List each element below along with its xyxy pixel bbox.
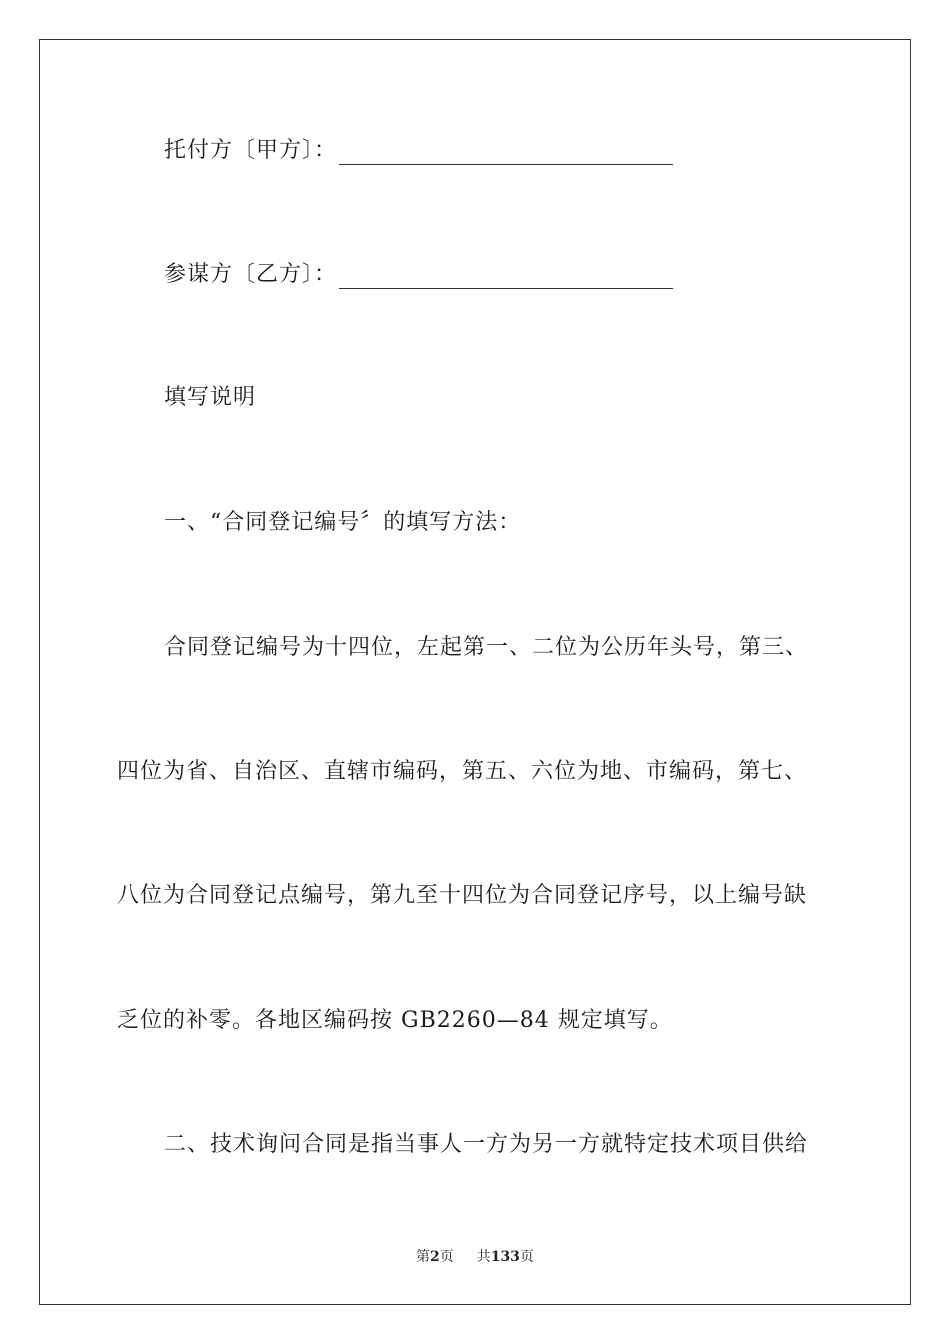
paragraph1-line-1: 合同登记编号为十四位，左起第一、二位为公历年头号，第三、 — [164, 635, 809, 660]
footer-page-prefix: 第 — [416, 1249, 431, 1265]
party-a-blank-field — [339, 144, 673, 165]
party-a-row — [164, 137, 673, 165]
party-b-row — [164, 261, 673, 289]
section-heading: 填写说明 — [164, 385, 257, 410]
footer-page-number: 2 — [430, 1249, 440, 1265]
footer-total-prefix: 共 — [476, 1249, 491, 1265]
party-a-label: 托付方〔甲方〕： — [164, 138, 338, 163]
paragraph1-line-3: 八位为合同登记点编号，第九至十四位为合同登记序号，以上编号缺 — [117, 883, 808, 908]
page-border — [39, 39, 911, 1305]
item1-heading: 一、“合同登记编号〞的填写方法： — [164, 510, 522, 535]
footer-total-pages: 133 — [490, 1249, 520, 1265]
party-b-label: 参谋方〔乙方〕： — [164, 262, 338, 287]
page-footer — [0, 1248, 950, 1266]
item2-line: 二、技术询问合同是指当事人一方为另一方就特定技术项目供给 — [164, 1132, 809, 1157]
party-b-blank-field — [339, 268, 673, 289]
paragraph1-line-4: 乏位的补零。各地区编码按 GB2260—84 规定填写。 — [117, 1008, 673, 1033]
footer-total-suffix: 页 — [519, 1249, 534, 1265]
footer-page-suffix: 页 — [439, 1249, 454, 1265]
paragraph1-line-2: 四位为省、自治区、直辖市编码，第五、六位为地、市编码，第七、 — [117, 759, 808, 784]
